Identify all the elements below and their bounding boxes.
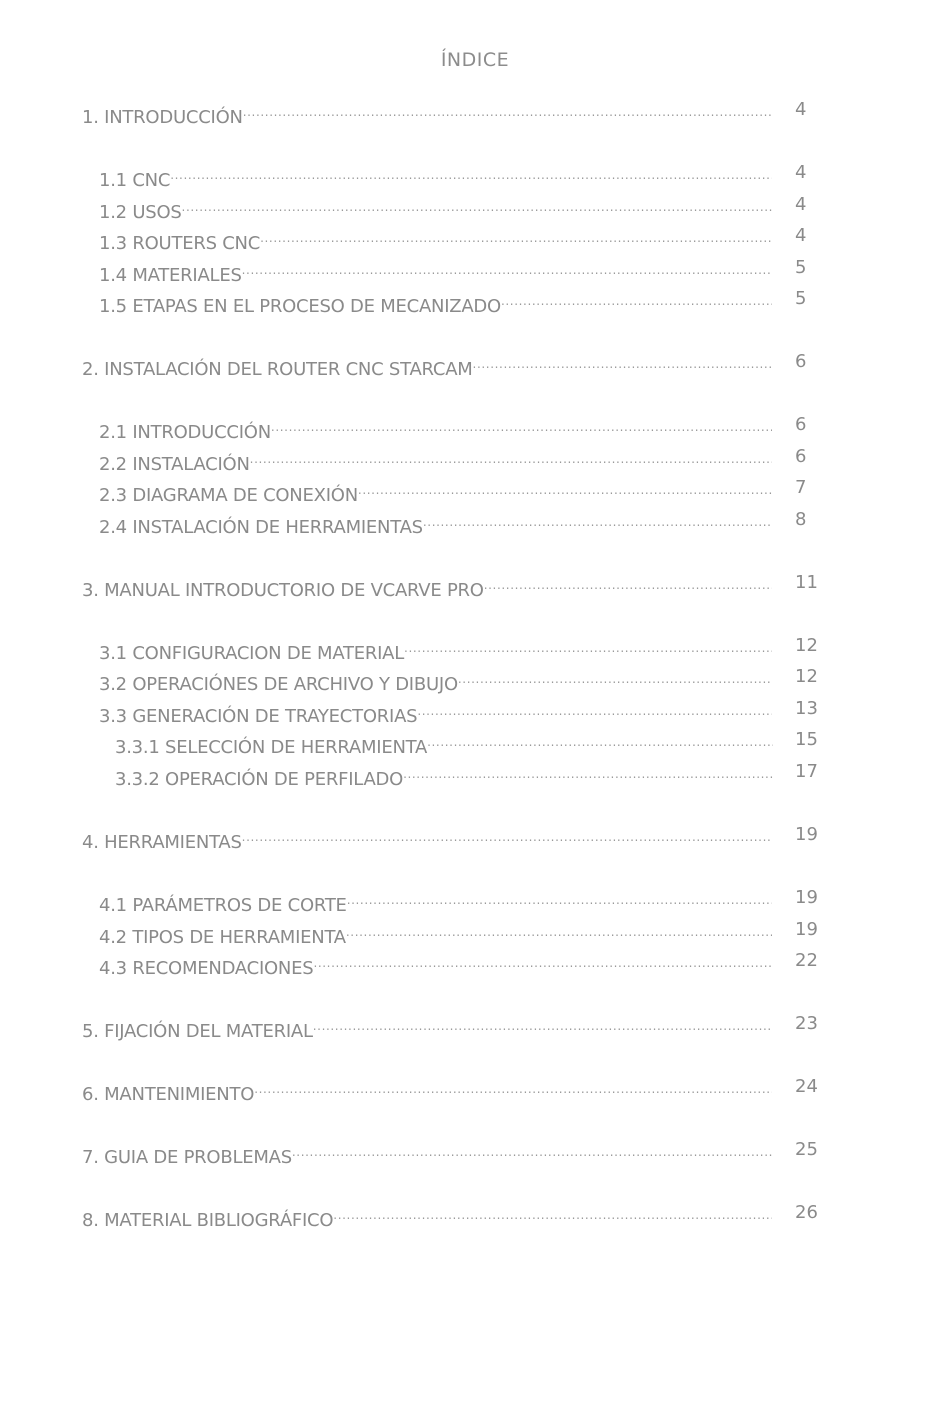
toc-entry-page-number: 23: [795, 1013, 818, 1034]
toc-entry-label: 2.3 DIAGRAMA DE CONEXIÓN: [99, 485, 358, 506]
toc-entry-page-number: 4: [795, 225, 807, 246]
toc-entry[interactable]: [99, 412, 772, 443]
toc-entry[interactable]: [99, 223, 772, 254]
toc-dot-leader: [473, 349, 772, 375]
toc-entry-label: 8. MATERIAL BIBLIOGRÁFICO: [82, 1210, 334, 1231]
toc-dot-leader: [484, 570, 772, 596]
toc-entry-page-number: 19: [795, 919, 818, 940]
toc-entry[interactable]: [99, 286, 772, 317]
toc-entry-page-number: 6: [795, 351, 807, 372]
toc-entry-label: 3.2 OPERACIÓNES DE ARCHIVO Y DIBUJO: [99, 674, 458, 695]
toc-entry-page-number: 8: [795, 509, 807, 530]
toc-entry-label: 2.4 INSTALACIÓN DE HERRAMIENTAS: [99, 517, 423, 538]
toc-dot-leader: [458, 664, 772, 690]
toc-entry-page-number: 4: [795, 194, 807, 215]
toc-entry[interactable]: [82, 1137, 772, 1168]
toc-entry-page-number: 4: [795, 162, 807, 183]
toc-entry-page-number: 12: [795, 666, 818, 687]
toc-entry[interactable]: [82, 822, 772, 853]
toc-entry-label: 2. INSTALACIÓN DEL ROUTER CNC STARCAM: [82, 359, 473, 380]
toc-entry-label: 1.3 ROUTERS CNC: [99, 233, 261, 254]
toc-dot-leader: [271, 412, 772, 438]
toc-entry-page-number: 17: [795, 761, 818, 782]
toc-dot-leader: [427, 727, 773, 753]
toc-entry[interactable]: [115, 727, 773, 758]
toc-entry[interactable]: [99, 696, 772, 727]
toc-entry-page-number: 11: [795, 572, 818, 593]
toc-entry[interactable]: [82, 570, 772, 601]
toc-dot-leader: [243, 97, 772, 123]
toc-dot-leader: [417, 696, 772, 722]
toc-dot-leader: [423, 507, 772, 533]
toc-dot-leader: [250, 444, 772, 470]
toc-entry-label: 3.3.1 SELECCIÓN DE HERRAMIENTA: [115, 737, 428, 758]
toc-dot-leader: [501, 286, 772, 312]
toc-entry-label: 1.2 USOS: [99, 202, 182, 223]
toc-dot-leader: [404, 633, 772, 659]
toc-entry-label: 5. FIJACIÓN DEL MATERIAL: [82, 1021, 313, 1042]
toc-entry-label: 4.3 RECOMENDACIONES: [99, 958, 314, 979]
toc-entry[interactable]: [82, 97, 772, 128]
toc-entry[interactable]: [99, 192, 772, 223]
toc-dot-leader: [242, 822, 772, 848]
toc-entry-page-number: 19: [795, 824, 818, 845]
page-title: ÍNDICE: [440, 49, 510, 71]
toc-entry-page-number: 6: [795, 446, 807, 467]
toc-entry-label: 4.2 TIPOS DE HERRAMIENTA: [99, 927, 346, 948]
toc-dot-leader: [313, 948, 772, 974]
toc-entry[interactable]: [99, 948, 772, 979]
toc-entry-label: 4.1 PARÁMETROS DE CORTE: [99, 895, 347, 916]
toc-entry-label: 4. HERRAMIENTAS: [82, 832, 242, 853]
toc-entry-page-number: 4: [795, 99, 807, 120]
toc-dot-leader: [313, 1011, 772, 1037]
toc-entry-page-number: 19: [795, 887, 818, 908]
toc-entry-page-number: 12: [795, 635, 818, 656]
toc-entry-page-number: 22: [795, 950, 818, 971]
toc-dot-leader: [292, 1137, 772, 1163]
toc-entry-label: 3. MANUAL INTRODUCTORIO DE VCARVE PRO: [82, 580, 484, 601]
toc-entry[interactable]: [82, 1074, 772, 1105]
toc-entry[interactable]: [82, 349, 772, 380]
toc-entry[interactable]: [99, 633, 772, 664]
toc-entry-page-number: 5: [795, 257, 807, 278]
toc-dot-leader: [182, 192, 772, 218]
toc-dot-leader: [346, 917, 772, 943]
toc-entry-label: 1.4 MATERIALES: [99, 265, 242, 286]
toc-entry[interactable]: [99, 475, 772, 506]
toc-entry-page-number: 13: [795, 698, 818, 719]
toc-entry-label: 3.1 CONFIGURACION DE MATERIAL: [99, 643, 405, 664]
toc-entry-page-number: 5: [795, 288, 807, 309]
toc-entry-label: 3.3.2 OPERACIÓN DE PERFILADO: [115, 769, 404, 790]
toc-entry[interactable]: [99, 885, 772, 916]
toc-entry-label: 2.2 INSTALACIÓN: [99, 454, 250, 475]
toc-entry[interactable]: [99, 160, 772, 191]
toc-entry-page-number: 6: [795, 414, 807, 435]
toc-entry-page-number: 25: [795, 1139, 818, 1160]
toc-entry-label: 1.5 ETAPAS EN EL PROCESO DE MECANIZADO: [99, 296, 501, 317]
toc-entry-label: 1. INTRODUCCIÓN: [82, 107, 243, 128]
toc-dot-leader: [333, 1200, 772, 1226]
toc-entry-label: 7. GUIA DE PROBLEMAS: [82, 1147, 292, 1168]
toc-entry-label: 2.1 INTRODUCCIÓN: [99, 422, 271, 443]
toc-dot-leader: [242, 255, 772, 281]
toc-dot-leader: [170, 160, 772, 186]
toc-entry-page-number: 26: [795, 1202, 818, 1223]
toc-entry[interactable]: [82, 1011, 772, 1042]
toc-entry[interactable]: [99, 507, 772, 538]
toc-entry[interactable]: [115, 759, 773, 790]
toc-dot-leader: [254, 1074, 772, 1100]
toc-entry[interactable]: [99, 664, 772, 695]
toc-entry-label: 3.3 GENERACIÓN DE TRAYECTORIAS: [99, 706, 418, 727]
toc-entry-page-number: 7: [795, 477, 807, 498]
toc-dot-leader: [260, 223, 772, 249]
toc-entry-page-number: 15: [795, 729, 818, 750]
toc-entry[interactable]: [82, 1200, 772, 1231]
toc-dot-leader: [347, 885, 772, 911]
toc-entry-label: 1.1 CNC: [99, 170, 171, 191]
toc-dot-leader: [403, 759, 773, 785]
toc-entry-label: 6. MANTENIMIENTO: [82, 1084, 255, 1105]
toc-entry[interactable]: [99, 444, 772, 475]
toc-entry[interactable]: [99, 917, 772, 948]
toc-dot-leader: [358, 475, 772, 501]
toc-entry[interactable]: [99, 255, 772, 286]
toc-entry-page-number: 24: [795, 1076, 818, 1097]
